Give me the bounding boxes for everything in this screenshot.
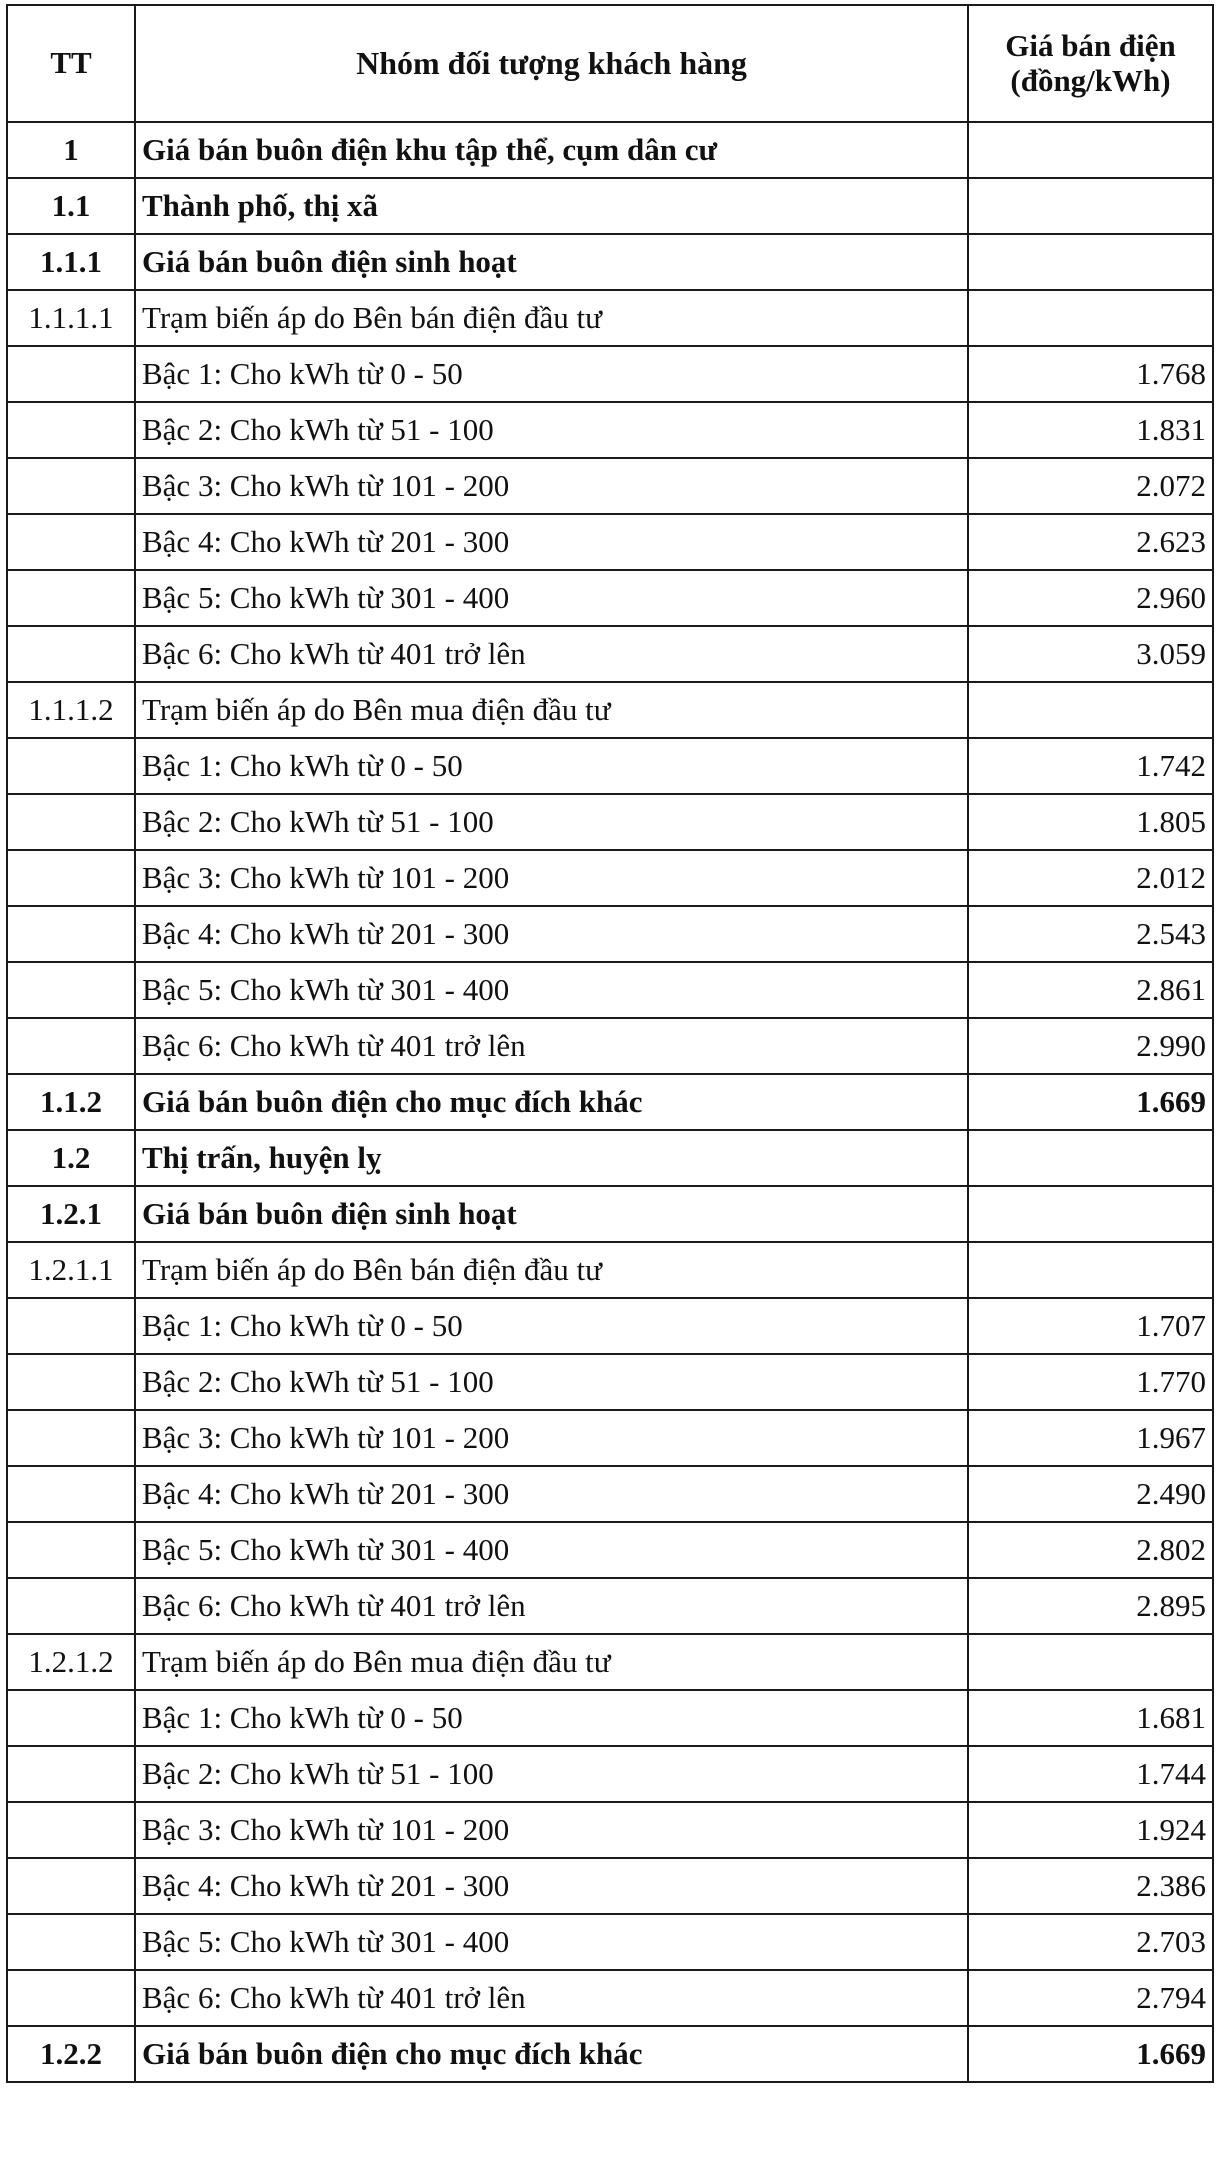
row-index-cell: 1 — [7, 122, 135, 178]
table-row — [7, 1130, 1213, 1186]
row-price-cell: 2.794 — [968, 1970, 1213, 2026]
table-row — [7, 962, 1213, 1018]
row-price-cell: 2.861 — [968, 962, 1213, 1018]
row-index-cell — [7, 1018, 135, 1074]
table-row — [7, 1578, 1213, 1634]
header-price — [968, 5, 1213, 122]
header-customer-group: Nhóm đối tượng khách hàng — [135, 5, 968, 122]
row-description-cell: Bậc 2: Cho kWh từ 51 - 100 — [135, 402, 968, 458]
row-index-cell — [7, 570, 135, 626]
row-description-cell: Bậc 2: Cho kWh từ 51 - 100 — [135, 1746, 968, 1802]
table-row — [7, 1298, 1213, 1354]
row-description-cell: Thành phố, thị xã — [135, 178, 968, 234]
row-description-cell: Bậc 4: Cho kWh từ 201 - 300 — [135, 514, 968, 570]
row-description-cell: Bậc 2: Cho kWh từ 51 - 100 — [135, 794, 968, 850]
row-description-cell: Bậc 6: Cho kWh từ 401 trở lên — [135, 1018, 968, 1074]
row-price-cell: 2.802 — [968, 1522, 1213, 1578]
row-index-cell — [7, 1466, 135, 1522]
row-description-cell: Bậc 4: Cho kWh từ 201 - 300 — [135, 906, 968, 962]
row-price-cell — [968, 122, 1213, 178]
table-row — [7, 906, 1213, 962]
row-price-cell — [968, 178, 1213, 234]
table-row — [7, 1074, 1213, 1130]
row-price-cell — [968, 234, 1213, 290]
row-price-cell — [968, 1130, 1213, 1186]
table-row — [7, 1690, 1213, 1746]
row-price-cell — [968, 1186, 1213, 1242]
row-description-cell: Giá bán buôn điện khu tập thể, cụm dân cư — [135, 122, 968, 178]
row-index-cell: 1.2.1.2 — [7, 1634, 135, 1690]
row-price-cell — [968, 1242, 1213, 1298]
row-price-cell: 2.543 — [968, 906, 1213, 962]
row-price-cell: 1.669 — [968, 1074, 1213, 1130]
row-price-cell: 2.703 — [968, 1914, 1213, 1970]
table-row — [7, 2026, 1213, 2082]
row-index-cell — [7, 794, 135, 850]
table-row — [7, 178, 1213, 234]
row-description-cell: Bậc 4: Cho kWh từ 201 - 300 — [135, 1858, 968, 1914]
table-row — [7, 458, 1213, 514]
header-tt: TT — [7, 5, 135, 122]
row-index-cell — [7, 1914, 135, 1970]
row-price-cell: 2.895 — [968, 1578, 1213, 1634]
table-row — [7, 1746, 1213, 1802]
row-price-cell: 2.623 — [968, 514, 1213, 570]
table-row — [7, 290, 1213, 346]
header-row — [7, 5, 1213, 122]
row-index-cell — [7, 1690, 135, 1746]
row-description-cell: Trạm biến áp do Bên mua điện đầu tư — [135, 682, 968, 738]
table-row — [7, 1634, 1213, 1690]
table-row — [7, 1802, 1213, 1858]
row-index-cell — [7, 1858, 135, 1914]
row-price-cell: 1.744 — [968, 1746, 1213, 1802]
row-description-cell: Bậc 3: Cho kWh từ 101 - 200 — [135, 1410, 968, 1466]
row-index-cell — [7, 514, 135, 570]
row-index-cell — [7, 1578, 135, 1634]
row-price-cell: 1.924 — [968, 1802, 1213, 1858]
table-row — [7, 402, 1213, 458]
table-row — [7, 1018, 1213, 1074]
row-description-cell: Bậc 4: Cho kWh từ 201 - 300 — [135, 1466, 968, 1522]
row-index-cell — [7, 1522, 135, 1578]
table-row — [7, 626, 1213, 682]
electricity-tariff-table — [6, 4, 1214, 2083]
row-index-cell — [7, 1354, 135, 1410]
row-description-cell: Bậc 1: Cho kWh từ 0 - 50 — [135, 1690, 968, 1746]
row-description-cell: Bậc 6: Cho kWh từ 401 trở lên — [135, 1578, 968, 1634]
row-description-cell: Bậc 3: Cho kWh từ 101 - 200 — [135, 850, 968, 906]
table-row — [7, 1970, 1213, 2026]
row-index-cell: 1.2.1.1 — [7, 1242, 135, 1298]
row-price-cell: 1.742 — [968, 738, 1213, 794]
row-description-cell: Bậc 3: Cho kWh từ 101 - 200 — [135, 1802, 968, 1858]
row-index-cell: 1.1.1.2 — [7, 682, 135, 738]
row-price-cell: 1.831 — [968, 402, 1213, 458]
row-description-cell: Bậc 5: Cho kWh từ 301 - 400 — [135, 1914, 968, 1970]
row-price-cell: 3.059 — [968, 626, 1213, 682]
row-price-cell: 2.072 — [968, 458, 1213, 514]
row-description-cell: Bậc 5: Cho kWh từ 301 - 400 — [135, 962, 968, 1018]
row-price-cell: 2.012 — [968, 850, 1213, 906]
row-description-cell: Bậc 1: Cho kWh từ 0 - 50 — [135, 1298, 968, 1354]
row-index-cell — [7, 1410, 135, 1466]
row-price-cell: 1.707 — [968, 1298, 1213, 1354]
row-index-cell — [7, 1298, 135, 1354]
row-description-cell: Bậc 2: Cho kWh từ 51 - 100 — [135, 1354, 968, 1410]
row-price-cell: 2.990 — [968, 1018, 1213, 1074]
table-row — [7, 1466, 1213, 1522]
row-description-cell: Giá bán buôn điện cho mục đích khác — [135, 1074, 968, 1130]
row-index-cell: 1.2 — [7, 1130, 135, 1186]
row-description-cell: Giá bán buôn điện cho mục đích khác — [135, 2026, 968, 2082]
row-price-cell — [968, 290, 1213, 346]
row-description-cell: Bậc 6: Cho kWh từ 401 trở lên — [135, 1970, 968, 2026]
row-price-cell: 1.770 — [968, 1354, 1213, 1410]
table-row — [7, 738, 1213, 794]
row-price-cell: 2.960 — [968, 570, 1213, 626]
row-price-cell: 1.669 — [968, 2026, 1213, 2082]
row-index-cell: 1.1.2 — [7, 1074, 135, 1130]
row-description-cell: Thị trấn, huyện lỵ — [135, 1130, 968, 1186]
row-index-cell — [7, 458, 135, 514]
table-row — [7, 794, 1213, 850]
row-price-cell: 2.386 — [968, 1858, 1213, 1914]
row-index-cell: 1.2.2 — [7, 2026, 135, 2082]
row-description-cell: Giá bán buôn điện sinh hoạt — [135, 234, 968, 290]
table-row — [7, 850, 1213, 906]
row-index-cell: 1.2.1 — [7, 1186, 135, 1242]
row-price-cell: 1.805 — [968, 794, 1213, 850]
row-index-cell — [7, 1970, 135, 2026]
row-price-cell: 1.768 — [968, 346, 1213, 402]
row-description-cell: Trạm biến áp do Bên bán điện đầu tư — [135, 1242, 968, 1298]
row-index-cell — [7, 850, 135, 906]
table-row — [7, 1858, 1213, 1914]
row-index-cell: 1.1.1 — [7, 234, 135, 290]
row-price-cell — [968, 682, 1213, 738]
row-price-cell: 1.967 — [968, 1410, 1213, 1466]
row-description-cell: Bậc 3: Cho kWh từ 101 - 200 — [135, 458, 968, 514]
row-description-cell: Trạm biến áp do Bên mua điện đầu tư — [135, 1634, 968, 1690]
table-row — [7, 1354, 1213, 1410]
table-row — [7, 1522, 1213, 1578]
row-index-cell: 1.1 — [7, 178, 135, 234]
row-index-cell — [7, 906, 135, 962]
table-row — [7, 682, 1213, 738]
row-price-cell — [968, 1634, 1213, 1690]
row-description-cell: Trạm biến áp do Bên bán điện đầu tư — [135, 290, 968, 346]
table-row — [7, 514, 1213, 570]
row-index-cell: 1.1.1.1 — [7, 290, 135, 346]
header-price-line1: Giá bán điện — [1005, 28, 1176, 64]
table-row — [7, 1186, 1213, 1242]
table-row — [7, 122, 1213, 178]
header-price-line2: (đồng/kWh) — [1010, 62, 1171, 98]
row-description-cell: Bậc 5: Cho kWh từ 301 - 400 — [135, 570, 968, 626]
row-description-cell: Giá bán buôn điện sinh hoạt — [135, 1186, 968, 1242]
row-description-cell: Bậc 6: Cho kWh từ 401 trở lên — [135, 626, 968, 682]
table-row — [7, 346, 1213, 402]
row-description-cell: Bậc 5: Cho kWh từ 301 - 400 — [135, 1522, 968, 1578]
table-row — [7, 1242, 1213, 1298]
row-index-cell — [7, 962, 135, 1018]
row-index-cell — [7, 346, 135, 402]
tariff-body — [7, 122, 1213, 2082]
table-row — [7, 1410, 1213, 1466]
row-index-cell — [7, 738, 135, 794]
row-price-cell: 1.681 — [968, 1690, 1213, 1746]
table-row — [7, 1914, 1213, 1970]
row-index-cell — [7, 626, 135, 682]
table-row — [7, 570, 1213, 626]
row-index-cell — [7, 402, 135, 458]
row-index-cell — [7, 1802, 135, 1858]
row-description-cell: Bậc 1: Cho kWh từ 0 - 50 — [135, 346, 968, 402]
table-row — [7, 234, 1213, 290]
row-description-cell: Bậc 1: Cho kWh từ 0 - 50 — [135, 738, 968, 794]
row-price-cell: 2.490 — [968, 1466, 1213, 1522]
row-index-cell — [7, 1746, 135, 1802]
